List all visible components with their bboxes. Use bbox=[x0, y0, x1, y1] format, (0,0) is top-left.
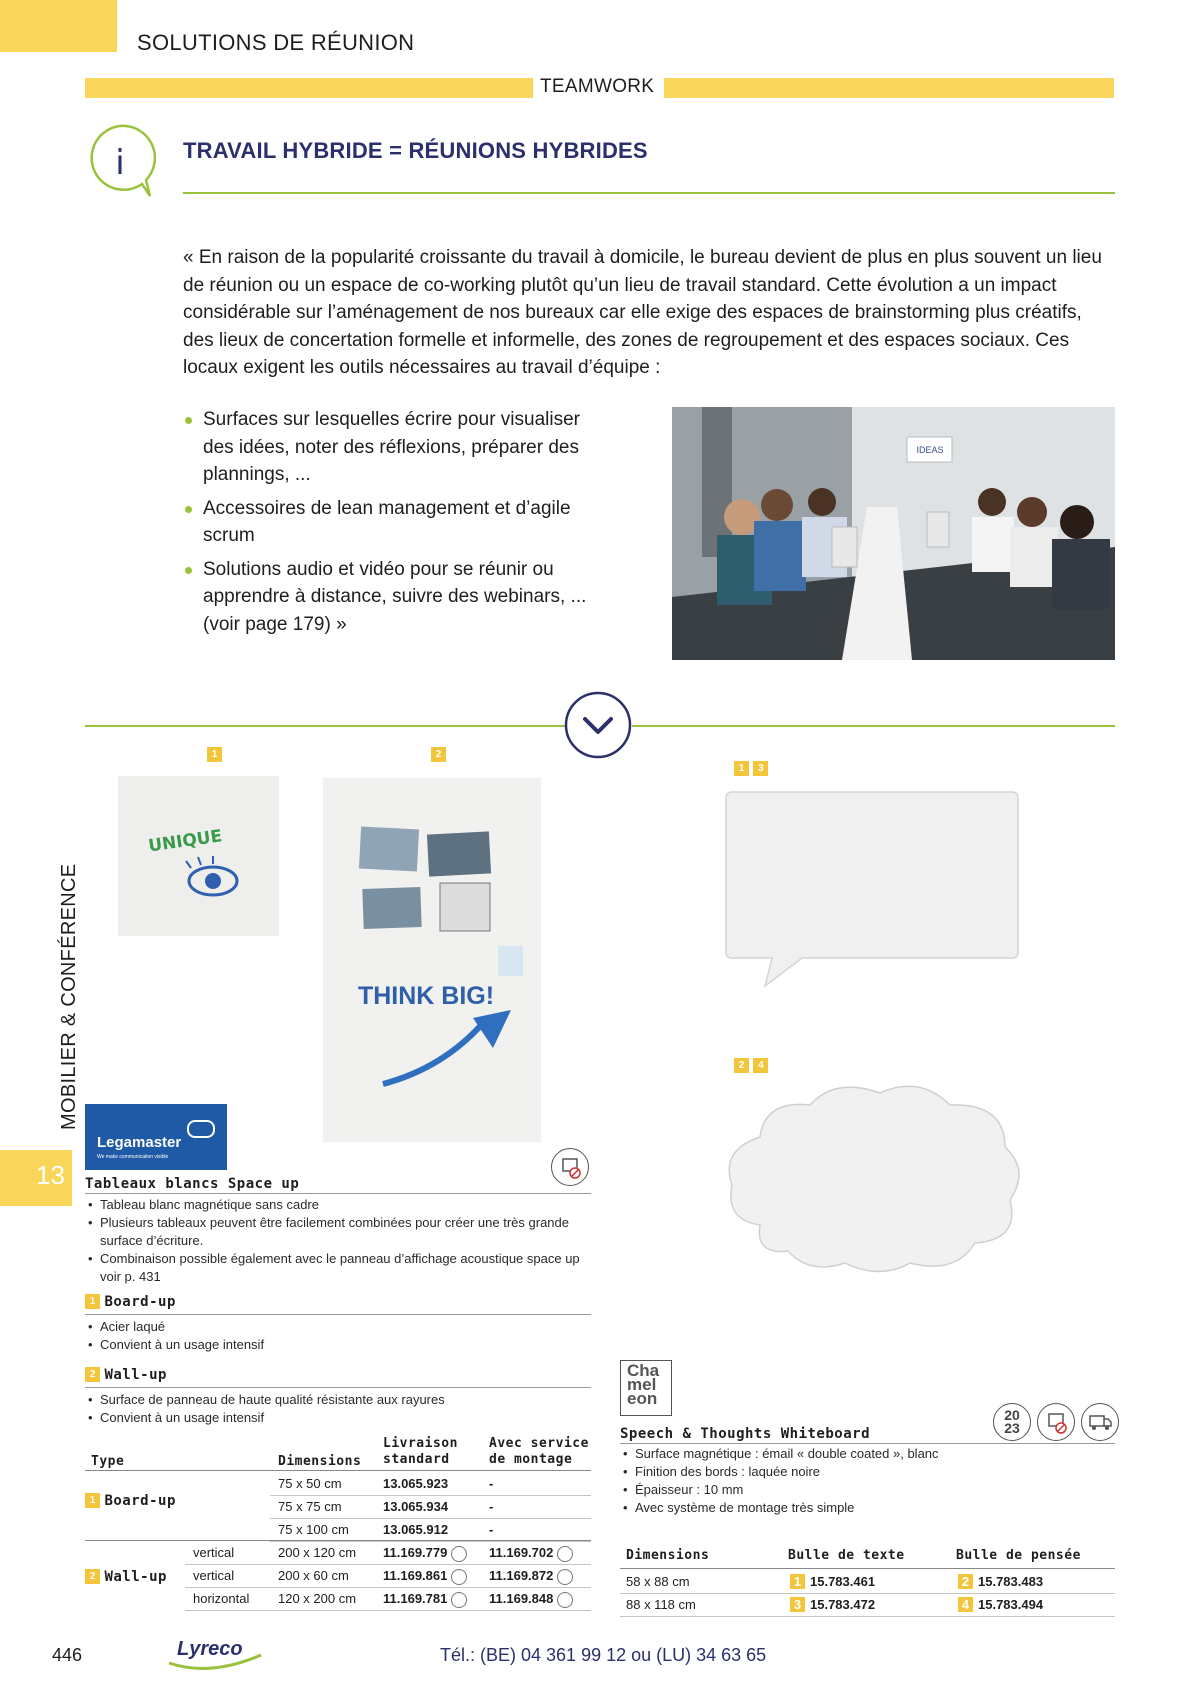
speech-rule bbox=[620, 1443, 1115, 1444]
wall-up-rule bbox=[85, 1387, 591, 1388]
cell-pensee: 15.783.494 bbox=[978, 1597, 1044, 1612]
quote-bullet: Surfaces sur lesquelles écrire pour visualiser des idées, noter des réflexions, préparer des plannings, ... bbox=[183, 406, 613, 489]
cell-std: 13.065.934 bbox=[383, 1499, 449, 1514]
lyreco-logo bbox=[165, 1633, 265, 1673]
wall-up-image bbox=[323, 778, 541, 1142]
bullet: • Convient à un usage intensif bbox=[86, 1336, 591, 1354]
legamaster-brand: Legamaster bbox=[97, 1134, 182, 1151]
bullet: • Épaisseur : 10 mm bbox=[621, 1481, 1115, 1499]
assembly-mark-icon bbox=[451, 1592, 467, 1608]
cell-dim: 75 x 75 cm bbox=[278, 1499, 342, 1514]
chapter-number: 13 bbox=[36, 1160, 65, 1190]
badge: 1 bbox=[790, 1574, 805, 1589]
cell-std: 11.169.781 bbox=[383, 1591, 467, 1608]
cell-mont: 11.169.872 bbox=[489, 1568, 573, 1585]
board-up-image bbox=[118, 776, 279, 936]
products-divider-left bbox=[85, 725, 565, 727]
band-right bbox=[664, 78, 1114, 98]
cell-dim: 58 x 88 cm bbox=[626, 1574, 690, 1589]
bullet: • Surface de panneau de haute qualité résistante aux rayures bbox=[86, 1391, 591, 1409]
badge-1-3: 1 3 bbox=[734, 760, 768, 778]
table-row bbox=[185, 1564, 591, 1588]
header-montage-2: de montage bbox=[489, 1452, 573, 1467]
header-montage-1: Avec service bbox=[489, 1436, 589, 1451]
badge-1: 1 bbox=[207, 746, 222, 764]
table-row bbox=[270, 1472, 591, 1496]
cell-dim: 120 x 200 cm bbox=[278, 1591, 357, 1606]
band-left bbox=[85, 78, 533, 98]
cell-mont: - bbox=[489, 1476, 494, 1491]
wall-up-heading: 2 Wall-up bbox=[85, 1366, 167, 1384]
unique-text: UNIQUE bbox=[147, 826, 224, 857]
chameleon-logo: Cha mel eon bbox=[620, 1360, 672, 1416]
assembly-mark-icon bbox=[451, 1569, 467, 1585]
thought-bubble-image bbox=[720, 1075, 1030, 1280]
group-board-up: 1 Board-up bbox=[85, 1492, 176, 1510]
header-standard-2: standard bbox=[383, 1452, 450, 1467]
header-texte: Bulle de texte bbox=[788, 1548, 905, 1563]
bullet: • Surface magnétique : émail « double coated », blanc bbox=[621, 1445, 1115, 1463]
assembly-mark-icon bbox=[557, 1546, 573, 1562]
bullet: • Convient à un usage intensif bbox=[86, 1409, 591, 1427]
side-label: MOBILIER & CONFÉRENCE bbox=[58, 863, 80, 1130]
header-standard-1: Livraison bbox=[383, 1436, 458, 1451]
cell-mont: 11.169.702 bbox=[489, 1545, 573, 1562]
cell-orient: vertical bbox=[193, 1545, 235, 1560]
header-type: Type bbox=[91, 1454, 125, 1469]
bullet: • Finition des bords : laquée noire bbox=[621, 1463, 1115, 1481]
lyreco-brand: Lyreco bbox=[177, 1638, 243, 1660]
table-row bbox=[620, 1593, 1115, 1617]
band-title: TEAMWORK bbox=[540, 76, 655, 97]
bullet: • Combinaison possible également avec le panneau d’affichage acoustique space up voir p. 431 bbox=[86, 1250, 591, 1286]
cell-std: 11.169.861 bbox=[383, 1568, 467, 1585]
cell-dim: 200 x 60 cm bbox=[278, 1568, 349, 1583]
corner-tab bbox=[0, 0, 117, 52]
assembly-mark-icon bbox=[557, 1592, 573, 1608]
table-row bbox=[185, 1587, 591, 1611]
header-dim: Dimensions bbox=[626, 1548, 710, 1563]
badge-2: 2 bbox=[431, 746, 446, 764]
cell-mont: 11.169.848 bbox=[489, 1591, 573, 1608]
speech-title: Speech & Thoughts Whiteboard bbox=[620, 1426, 871, 1442]
page-number: 446 bbox=[52, 1645, 83, 1665]
board-up-bullets bbox=[86, 1318, 591, 1354]
badge: 2 bbox=[958, 1574, 973, 1589]
quote-bullet: Solutions audio et vidéo pour se réunir ou apprendre à distance, suivre des webinars, ... (voir page 179) » bbox=[183, 556, 613, 639]
ideas-text: IDEAS bbox=[916, 445, 944, 455]
cell-std: 11.169.779 bbox=[383, 1545, 467, 1562]
year-2023-icon: 20 23 bbox=[993, 1403, 1031, 1441]
badge: 4 bbox=[958, 1597, 973, 1612]
cell-std: 13.065.912 bbox=[383, 1522, 449, 1537]
board-up-heading: 1 Board-up bbox=[85, 1293, 176, 1311]
assembly-mark-icon bbox=[451, 1546, 467, 1562]
footer-phone: Tél.: (BE) 04 361 99 12 ou (LU) 34 63 65 bbox=[440, 1645, 767, 1665]
wall-up-bullets bbox=[86, 1391, 591, 1427]
info-title: TRAVAIL HYBRIDE = RÉUNIONS HYBRIDES bbox=[183, 138, 648, 163]
assembly-mark-icon bbox=[557, 1569, 573, 1585]
bullet: • Avec système de montage très simple bbox=[621, 1499, 1115, 1517]
cell-texte: 15.783.461 bbox=[810, 1574, 876, 1589]
group-wall-up: 2 Wall-up bbox=[85, 1568, 167, 1586]
section-title: SOLUTIONS DE RÉUNION bbox=[137, 30, 415, 55]
cell-texte: 15.783.472 bbox=[810, 1597, 876, 1612]
cell-orient: vertical bbox=[193, 1568, 235, 1583]
table-header bbox=[85, 1436, 591, 1471]
badge: 3 bbox=[790, 1597, 805, 1612]
products-divider-right bbox=[632, 725, 1115, 727]
delivery-truck-icon bbox=[1081, 1403, 1119, 1441]
space-up-title: Tableaux blancs Space up bbox=[85, 1176, 300, 1192]
table-row bbox=[270, 1518, 591, 1542]
cell-dim: 75 x 100 cm bbox=[278, 1522, 349, 1537]
table-row bbox=[620, 1570, 1115, 1594]
cell-mont: - bbox=[489, 1522, 494, 1537]
bullet: • Plusieurs tableaux peuvent être facilement combinées pour créer une très grande surface d’écriture. bbox=[86, 1214, 591, 1250]
space-up-rule bbox=[85, 1193, 591, 1194]
board-up-rule bbox=[85, 1314, 591, 1315]
info-icon bbox=[84, 122, 156, 204]
table-row bbox=[270, 1495, 591, 1519]
no-assembly-icon bbox=[1037, 1403, 1075, 1441]
table-row bbox=[185, 1541, 591, 1565]
chevron-down-icon[interactable] bbox=[564, 691, 632, 759]
cell-dim: 75 x 50 cm bbox=[278, 1476, 342, 1491]
cell-mont: - bbox=[489, 1499, 494, 1514]
speech-bullets bbox=[621, 1445, 1115, 1517]
quote-paragraph: « En raison de la popularité croissante du travail à domicile, le bureau devient de plus en plus souvent un lieu de réunion ou un espace de co-working plutôt qu’un lieu de travail standard. Cette évolution a un impact considérable sur l’aménagement de nos bureaux car elle exige des espaces de brainstorming plus créatifs, des lieux de concertation formelle et informelle, des zones de regroupement et des espaces sociaux. Ces locaux exigent les outils nécessaires au travail d’équipe : bbox=[183, 247, 1102, 378]
legamaster-logo bbox=[85, 1104, 227, 1170]
cell-orient: horizontal bbox=[193, 1591, 250, 1606]
header-pensee: Bulle de pensée bbox=[956, 1548, 1081, 1563]
bullet: • Acier laqué bbox=[86, 1318, 591, 1336]
office-photo bbox=[672, 407, 1115, 660]
header-dimensions: Dimensions bbox=[278, 1454, 362, 1469]
legamaster-tagline: We make communication visible bbox=[97, 1154, 169, 1160]
svg-text:i: i bbox=[115, 143, 125, 183]
cell-std: 13.065.923 bbox=[383, 1476, 449, 1491]
cell-dim: 200 x 120 cm bbox=[278, 1545, 357, 1560]
space-up-bullets bbox=[86, 1196, 591, 1286]
no-assembly-icon bbox=[551, 1148, 589, 1186]
cell-pensee: 15.783.483 bbox=[978, 1574, 1044, 1589]
badge-2-4: 2 4 bbox=[734, 1057, 768, 1075]
think-big-text: THINK BIG! bbox=[357, 982, 495, 1010]
quote-bullet: Accessoires de lean management et d’agile scrum bbox=[183, 495, 613, 550]
speech-table-header bbox=[620, 1546, 1115, 1569]
quote-bullets bbox=[183, 406, 613, 638]
cell-dim: 88 x 118 cm bbox=[626, 1597, 696, 1612]
bullet: • Tableau blanc magnétique sans cadre bbox=[86, 1196, 591, 1214]
legamaster-mark-icon bbox=[187, 1120, 215, 1138]
info-divider bbox=[183, 192, 1115, 194]
speech-bubble-image bbox=[720, 790, 1020, 990]
